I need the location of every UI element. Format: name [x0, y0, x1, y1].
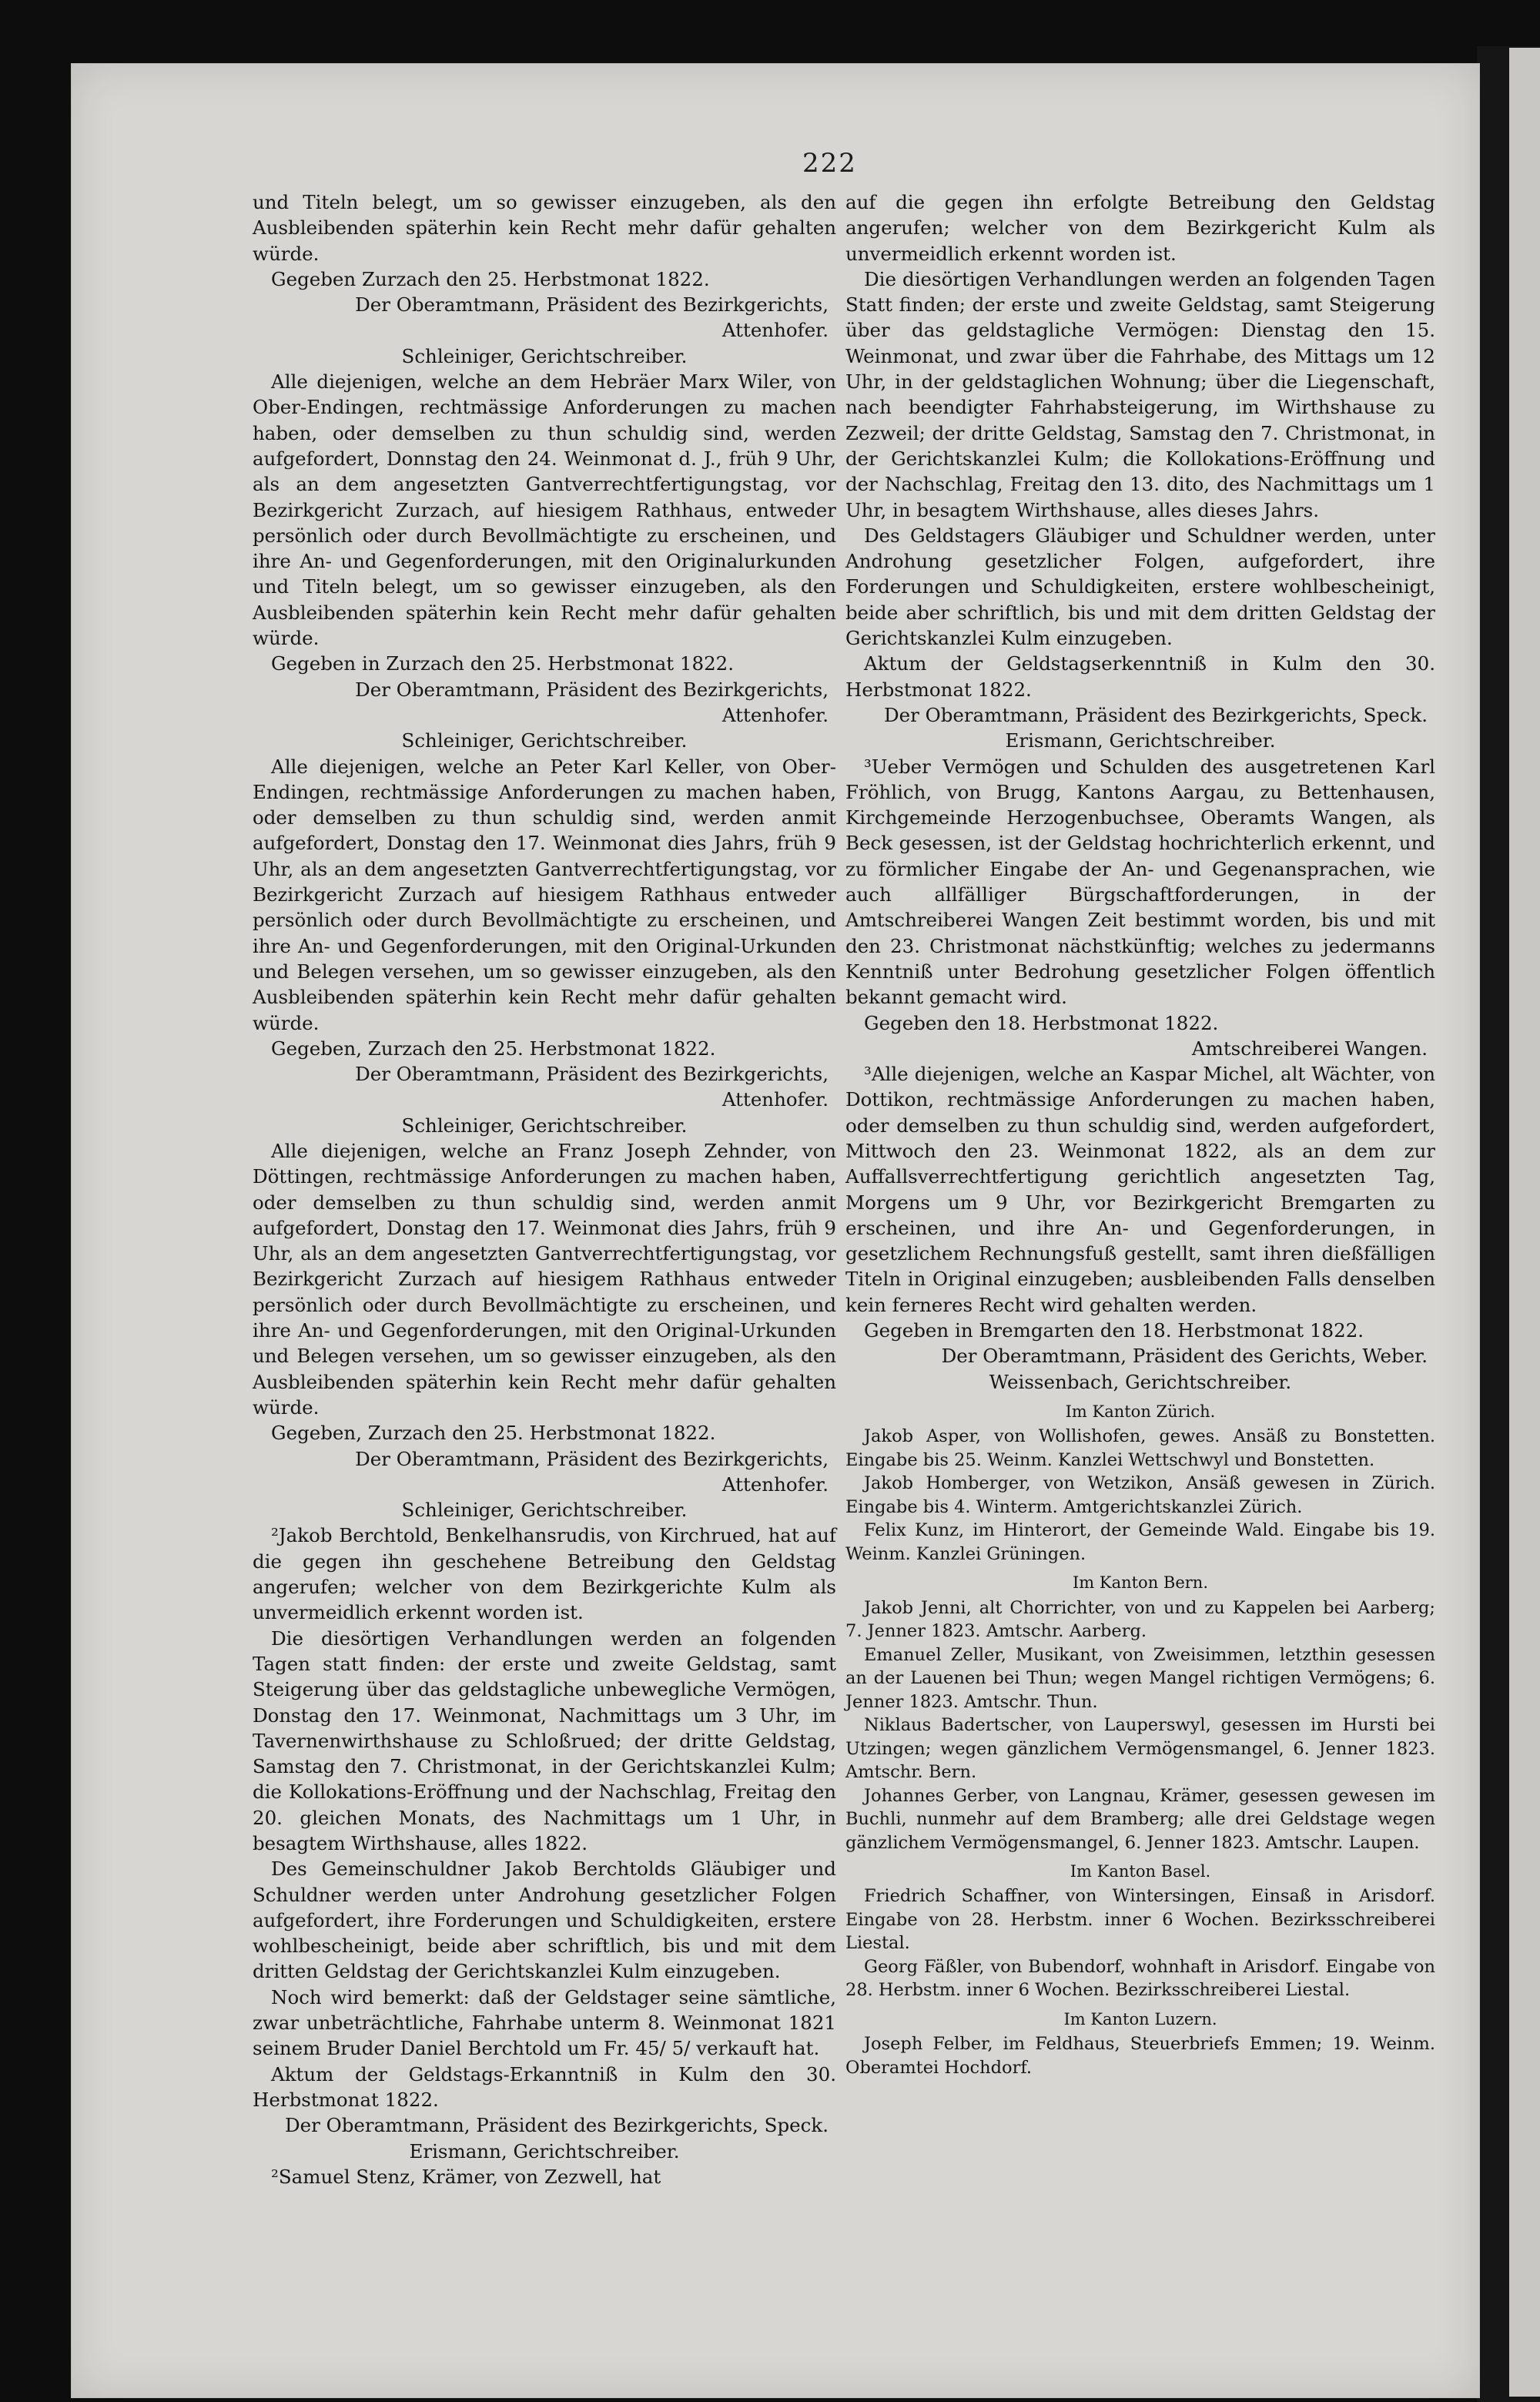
- left-column-paragraph: ²Samuel Stenz, Krämer, von Zezwell, hat: [271, 2165, 661, 2188]
- right-column-paragraph: Weissenbach, Gerichtschreiber.: [989, 1370, 1292, 1393]
- right-column-paragraph: Amtschreiberei Wangen.: [1191, 1037, 1428, 1060]
- left-column-paragraph: Der Oberamtmann, Präsident des Bezirkgerichts, Attenhofer.: [355, 678, 829, 726]
- right-column-paragraph: Jakob Jenni, alt Chorrichter, von und zu Kappelen bei Aarberg; 7. Jenner 1823. Amtschr. Aarberg.: [845, 1597, 1435, 1642]
- right-column-paragraph: Der Oberamtmann, Präsident des Gerichts, Weber.: [941, 1345, 1428, 1368]
- right-column-paragraph: Joseph Felber, im Feldhaus, Steuerbriefs Emmen; 19. Weinm. Oberamtei Hochdorf.: [845, 2034, 1435, 2078]
- left-column-paragraph: Schleiniger, Gerichtschreiber.: [401, 729, 688, 752]
- right-column-paragraph: Des Geldstagers Gläubiger und Schuldner werden, unter Androhung gesetzlicher Folgen, aufgefordert, ihre Forderungen und Schuldigkeiten, erstere wohlbescheinigt, beide aber schriftlich, bis und mit dem dritten Geldstag der Gerichtskanzlei Kulm einzugeben.: [845, 524, 1435, 650]
- page-number: 222: [802, 148, 857, 179]
- left-column-paragraph: Erismann, Gerichtschreiber.: [409, 2139, 680, 2162]
- left-column-paragraph: Der Oberamtmann, Präsident des Bezirkgerichts, Speck.: [285, 2114, 829, 2137]
- left-column-paragraph: Des Gemeinschuldner Jakob Berchtolds Gläubiger und Schuldner werden unter Androhung gesetzlicher Folgen aufgefordert, ihre Forderungen und Schuldigkeiten, erstere wohlbescheinigt, beide aber schriftlich, bis und mit dem dritten Geldstag der Gerichtskanzlei Kulm einzugeben.: [253, 1858, 836, 1983]
- right-column-paragraph: Erismann, Gerichtschreiber.: [1005, 729, 1276, 752]
- right-column-paragraph: Jakob Asper, von Wollishofen, gewes. Ansäß zu Bonstetten. Eingabe bis 25. Weinm. Kanzlei Wettschwyl und Bonstetten.: [845, 1426, 1435, 1470]
- right-column-paragraph: auf die gegen ihn erfolgte Betreibung den Geldstag angerufen; welcher von dem Bezirkgericht Kulm als unvermeidlich erkennt worden ist.: [845, 191, 1435, 265]
- left-column-paragraph: Aktum der Geldstags-Erkanntniß in Kulm den 30. Herbstmonat 1822.: [253, 2062, 836, 2111]
- right-column-paragraph: Im Kanton Luzern.: [1063, 2009, 1217, 2028]
- right-column-paragraph: Gegeben in Bremgarten den 18. Herbstmonat 1822.: [864, 1319, 1364, 1342]
- adjacent-page-edge: [1509, 48, 1540, 2397]
- left-column: [253, 189, 836, 2189]
- left-column-paragraph: Schleiniger, Gerichtschreiber.: [401, 1499, 688, 1522]
- left-column-paragraph: Schleiniger, Gerichtschreiber.: [401, 1114, 688, 1137]
- left-column-paragraph: Gegeben, Zurzach den 25. Herbstmonat 1822.: [271, 1037, 716, 1060]
- left-column-paragraph: Noch wird bemerkt: daß der Geldstager seine sämtliche, zwar unbeträchtliche, Fahrhabe unterm 8. Weinmonat 1821 seinem Bruder Daniel Berchtold um Fr. 45/ 5/ verkauft hat.: [253, 1985, 836, 2060]
- right-column-paragraph: Der Oberamtmann, Präsident des Bezirkgerichts, Speck.: [884, 703, 1428, 726]
- left-column-paragraph: Gegeben, Zurzach den 25. Herbstmonat 1822.: [271, 1422, 716, 1445]
- right-column-paragraph: ³Ueber Vermögen und Schulden des ausgetretenen Karl Fröhlich, von Brugg, Kantons Aargau, zu Bettenhausen, Kirchgemeinde Herzogenbuchsee, Oberamts Wangen, als Beck gesessen, ist der Geldstag hochrichterlich erkennt, und zu förmlicher Eingabe der An- und Gegenansprachen, wie auch allfälliger Bürgschaftforderungen, in der Amtschreiberei Wangen Zeit bestimmt worden, bis und mit den 23. Christmonat nächstkünftig; welches zu jedermanns Kenntniß unter Bedrohung gesetzlicher Folgen öffentlich bekannt gemacht wird.: [845, 755, 1435, 1009]
- left-column-paragraph: und Titeln belegt, um so gewisser einzugeben, als den Ausbleibenden späterhin kein Recht mehr dafür gehalten würde.: [253, 191, 836, 265]
- left-column-paragraph: Der Oberamtmann, Präsident des Bezirkgerichts, Attenhofer.: [355, 293, 829, 342]
- right-column-paragraph: Im Kanton Zürich.: [1065, 1402, 1216, 1421]
- left-column-paragraph: Der Oberamtmann, Präsident des Bezirkgerichts, Attenhofer.: [355, 1447, 829, 1496]
- right-column-paragraph: Im Kanton Basel.: [1070, 1862, 1211, 1881]
- left-column-paragraph: Alle diejenigen, welche an dem Hebräer Marx Wiler, von Ober-Endingen, rechtmässige Anforderungen zu machen haben, oder demselben zu thun schuldig sind, werden aufgefordert, Donnstag den 24. Weinmonat d. J., früh 9 Uhr, als an dem angesetzten Gantverrechtfertigungstag, vor Bezirkgericht Zurzach, auf hiesigem Rathhaus, entweder persönlich oder durch Bevollmächtigte zu erscheinen, und ihre An- und Gegenforderungen, mit den Originalurkunden und Titeln belegt, um so gewisser einzugeben, als den Ausbleibenden späterhin kein Recht mehr dafür gehalten würde.: [253, 370, 836, 650]
- right-column-paragraph: Georg Fäßler, von Bubendorf, wohnhaft in Arisdorf. Eingabe von 28. Herbstm. inner 6 Wochen. Bezirksschreiberei Liestal.: [845, 1956, 1435, 2001]
- left-column-paragraph: Alle diejenigen, welche an Franz Joseph Zehnder, von Döttingen, rechtmässige Anforderungen zu machen haben, oder demselben zu thun schuldig sind, werden anmit aufgefordert, Donstag den 17. Weinmonat dies Jahrs, früh 9 Uhr, als an dem angesetzten Gantverrechtfertigungstag, vor Bezirkgericht Zurzach auf hiesigem Rathhaus entweder persönlich oder durch Bevollmächtigte zu erscheinen, und ihre An- und Gegenforderungen, mit den Original-Urkunden und Belegen versehen, um so gewisser einzugeben, als den Ausbleibenden späterhin kein Recht mehr dafür gehalten würde.: [253, 1139, 836, 1419]
- right-column-paragraph: ³Alle diejenigen, welche an Kaspar Michel, alt Wächter, von Dottikon, rechtmässige Anforderungen zu machen haben, oder demselben zu thun schuldig sind, werden aufgefordert, Mittwoch den 23. Weinmonat 1822, als an dem zur Auffallsverrechtfertigung gerichtlich angesetzten Tag, Morgens um 9 Uhr, vor Bezirkgericht Bremgarten zu erscheinen, und ihre An- und Gegenforderungen, in gesetzlichem Rechnungsfuß gestellt, samt ihren dießfälligen Titeln in Original einzugeben; ausbleibenden Falls denselben kein ferneres Recht wird gehalten werden.: [845, 1063, 1435, 1316]
- left-column-paragraph: Die diesörtigen Verhandlungen werden an folgenden Tagen statt finden: der erste und zweite Geldstag, samt Steigerung über das geldstagliche unbewegliche Vermögen, Donstag den 17. Weinmonat, Nachmittags um 3 Uhr, im Tavernenwirthshause zu Schloßrued; der dritte Geldstag, Samstag den 7. Christmonat, in der Gerichtskanzlei Kulm; die Kollokations-Eröffnung und der Nachschlag, Freitag den 20. gleichen Monats, des Nachmittags um 1 Uhr, in besagtem Wirthshause, alles 1822.: [253, 1626, 836, 1854]
- left-column-paragraph: Schleiniger, Gerichtschreiber.: [401, 344, 688, 367]
- right-column-paragraph: Emanuel Zeller, Musikant, von Zweisimmen, letzthin gesessen an der Lauenen bei Thun; wegen Mangel richtigen Vermögens; 6. Jenner 1823. Amtschr. Thun.: [845, 1644, 1435, 1712]
- right-column-paragraph: Gegeben den 18. Herbstmonat 1822.: [864, 1011, 1219, 1034]
- right-column-paragraph: Niklaus Badertscher, von Lauperswyl, gesessen im Hursti bei Utzingen; wegen gänzlichem Vermögensmangel, 6. Jenner 1823. Amtschr. Bern.: [845, 1715, 1435, 1783]
- right-column-paragraph: Die diesörtigen Verhandlungen werden an folgenden Tagen Statt finden; der erste und zweite Geldstag, samt Steigerung über das geldstagliche Vermögen: Dienstag den 15. Weinmonat, und zwar über die Fahrhabe, des Mittags um 12 Uhr, in der geldstaglichen Wohnung; über die Liegenschaft, nach beendigter Fahrhabsteigerung, im Wirthshause zu Zezweil; der dritte Geldstag, Samstag den 7. Christmonat, in der Gerichtskanzlei Kulm; die Kollokations-Eröffnung und der Nachschlag, Freitag den 13. dito, des Nachmittags um 1 Uhr, in besagtem Wirthshause, alles dieses Jahrs.: [845, 267, 1435, 521]
- left-column-paragraph: ²Jakob Berchtold, Benkelhansrudis, von Kirchrued, hat auf die gegen ihn geschehene Betreibung den Geldstag angerufen; welcher von dem Bezirkgerichte Kulm als unvermeidlich erkennt worden ist.: [253, 1524, 836, 1624]
- left-column-paragraph: Gegeben Zurzach den 25. Herbstmonat 1822.: [271, 267, 710, 290]
- right-column-paragraph: Im Kanton Bern.: [1073, 1573, 1208, 1593]
- right-column-paragraph: Johannes Gerber, von Langnau, Krämer, gesessen gewesen im Buchli, nunmehr auf dem Bramberg; alle drei Geldstage wegen gänzlichem Vermögensmangel, 6. Jenner 1823. Amtschr. Laupen.: [845, 1785, 1435, 1853]
- left-column-paragraph: Alle diejenigen, welche an Peter Karl Keller, von Ober-Endingen, rechtmässige Anforderungen zu machen haben, oder demselben zu thun schuldig sind, werden anmit aufgefordert, Donstag den 17. Weinmonat dies Jahrs, früh 9 Uhr, als an dem angesetzten Gantverrechtfertigungstag, vor Bezirkgericht Zurzach auf hiesigem Rathhaus entweder persönlich oder durch Bevollmächtigte zu erscheinen, und ihre An- und Gegenforderungen, mit den Original-Urkunden und Belegen versehen, um so gewisser einzugeben, als den Ausbleibenden späterhin kein Recht mehr dafür gehalten würde.: [253, 755, 836, 1034]
- right-column-paragraph: Friedrich Schaffner, von Wintersingen, Einsaß in Arisdorf. Eingabe von 28. Herbstm. inner 6 Wochen. Bezirksschreiberei Liestal.: [845, 1886, 1435, 1954]
- right-column-paragraph: Felix Kunz, im Hinterort, der Gemeinde Wald. Eingabe bis 19. Weinm. Kanzlei Grüningen.: [845, 1520, 1435, 1564]
- left-column-paragraph: Gegeben in Zurzach den 25. Herbstmonat 1822.: [271, 652, 735, 675]
- left-column-paragraph: Der Oberamtmann, Präsident des Bezirkgerichts, Attenhofer.: [355, 1063, 829, 1111]
- right-column-paragraph: Jakob Homberger, von Wetzikon, Ansäß gewesen in Zürich. Eingabe bis 4. Winterm. Amtgerichtskanzlei Zürich.: [845, 1473, 1435, 1517]
- right-column: [845, 189, 1435, 2079]
- right-column-paragraph: Aktum der Geldstagserkenntniß in Kulm den 30. Herbstmonat 1822.: [845, 652, 1435, 701]
